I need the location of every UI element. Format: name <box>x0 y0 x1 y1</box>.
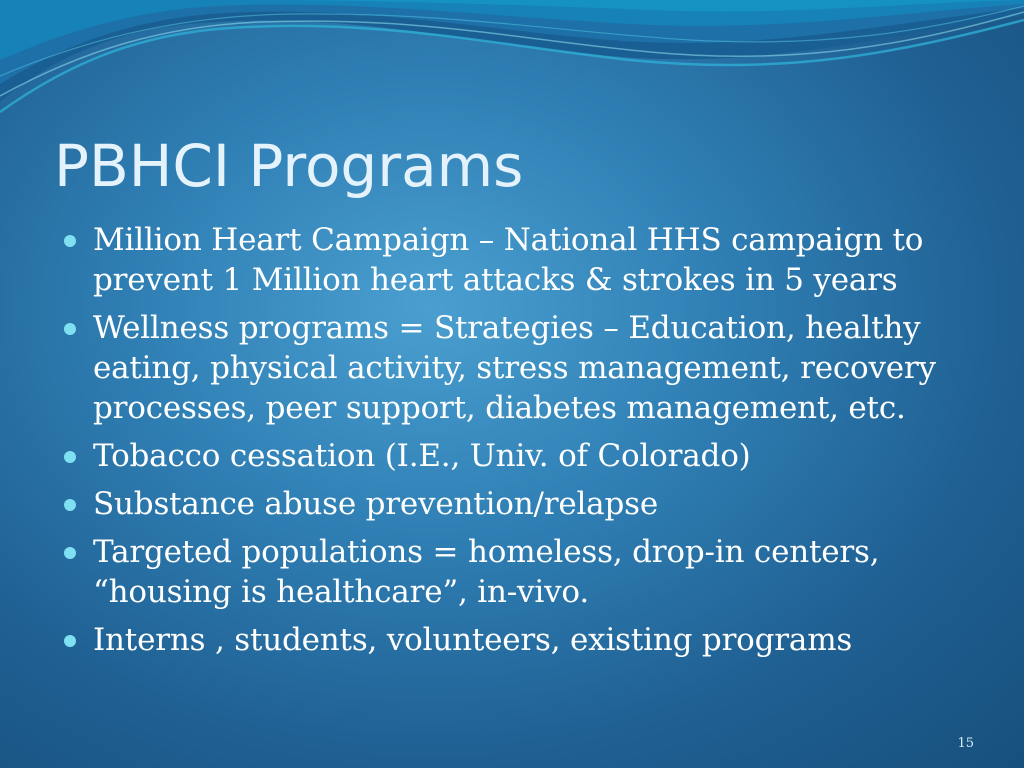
bullet-text: Million Heart Campaign – National HHS campaign to prevent 1 Million heart attacks & strokes in 5 years <box>93 222 924 298</box>
bullet-dot-icon <box>64 235 76 247</box>
slide-title: PBHCI Programs <box>54 132 524 200</box>
bullet-list <box>62 220 962 668</box>
list-item <box>62 532 962 612</box>
bullet-dot-icon <box>64 323 76 335</box>
bullet-dot-icon <box>64 451 76 463</box>
bullet-text: Interns , students, volunteers, existing programs <box>93 622 853 658</box>
bullet-dot-icon <box>64 547 76 559</box>
list-item <box>62 620 962 660</box>
list-item <box>62 308 962 428</box>
list-item <box>62 436 962 476</box>
decorative-wave-banner <box>0 0 1024 140</box>
bullet-dot-icon <box>64 635 76 647</box>
bullet-dot-icon <box>64 499 76 511</box>
page-number: 15 <box>957 736 974 751</box>
bullet-text: Substance abuse prevention/relapse <box>93 486 658 522</box>
list-item <box>62 220 962 300</box>
list-item <box>62 484 962 524</box>
bullet-text: Wellness programs = Strategies – Education, healthy eating, physical activity, stress management, recovery processes, peer support, diabetes management, etc. <box>93 310 936 426</box>
bullet-text: Tobacco cessation (I.E., Univ. of Colorado) <box>93 438 751 474</box>
bullet-text: Targeted populations = homeless, drop-in centers, “housing is healthcare”, in-vivo. <box>93 534 880 610</box>
